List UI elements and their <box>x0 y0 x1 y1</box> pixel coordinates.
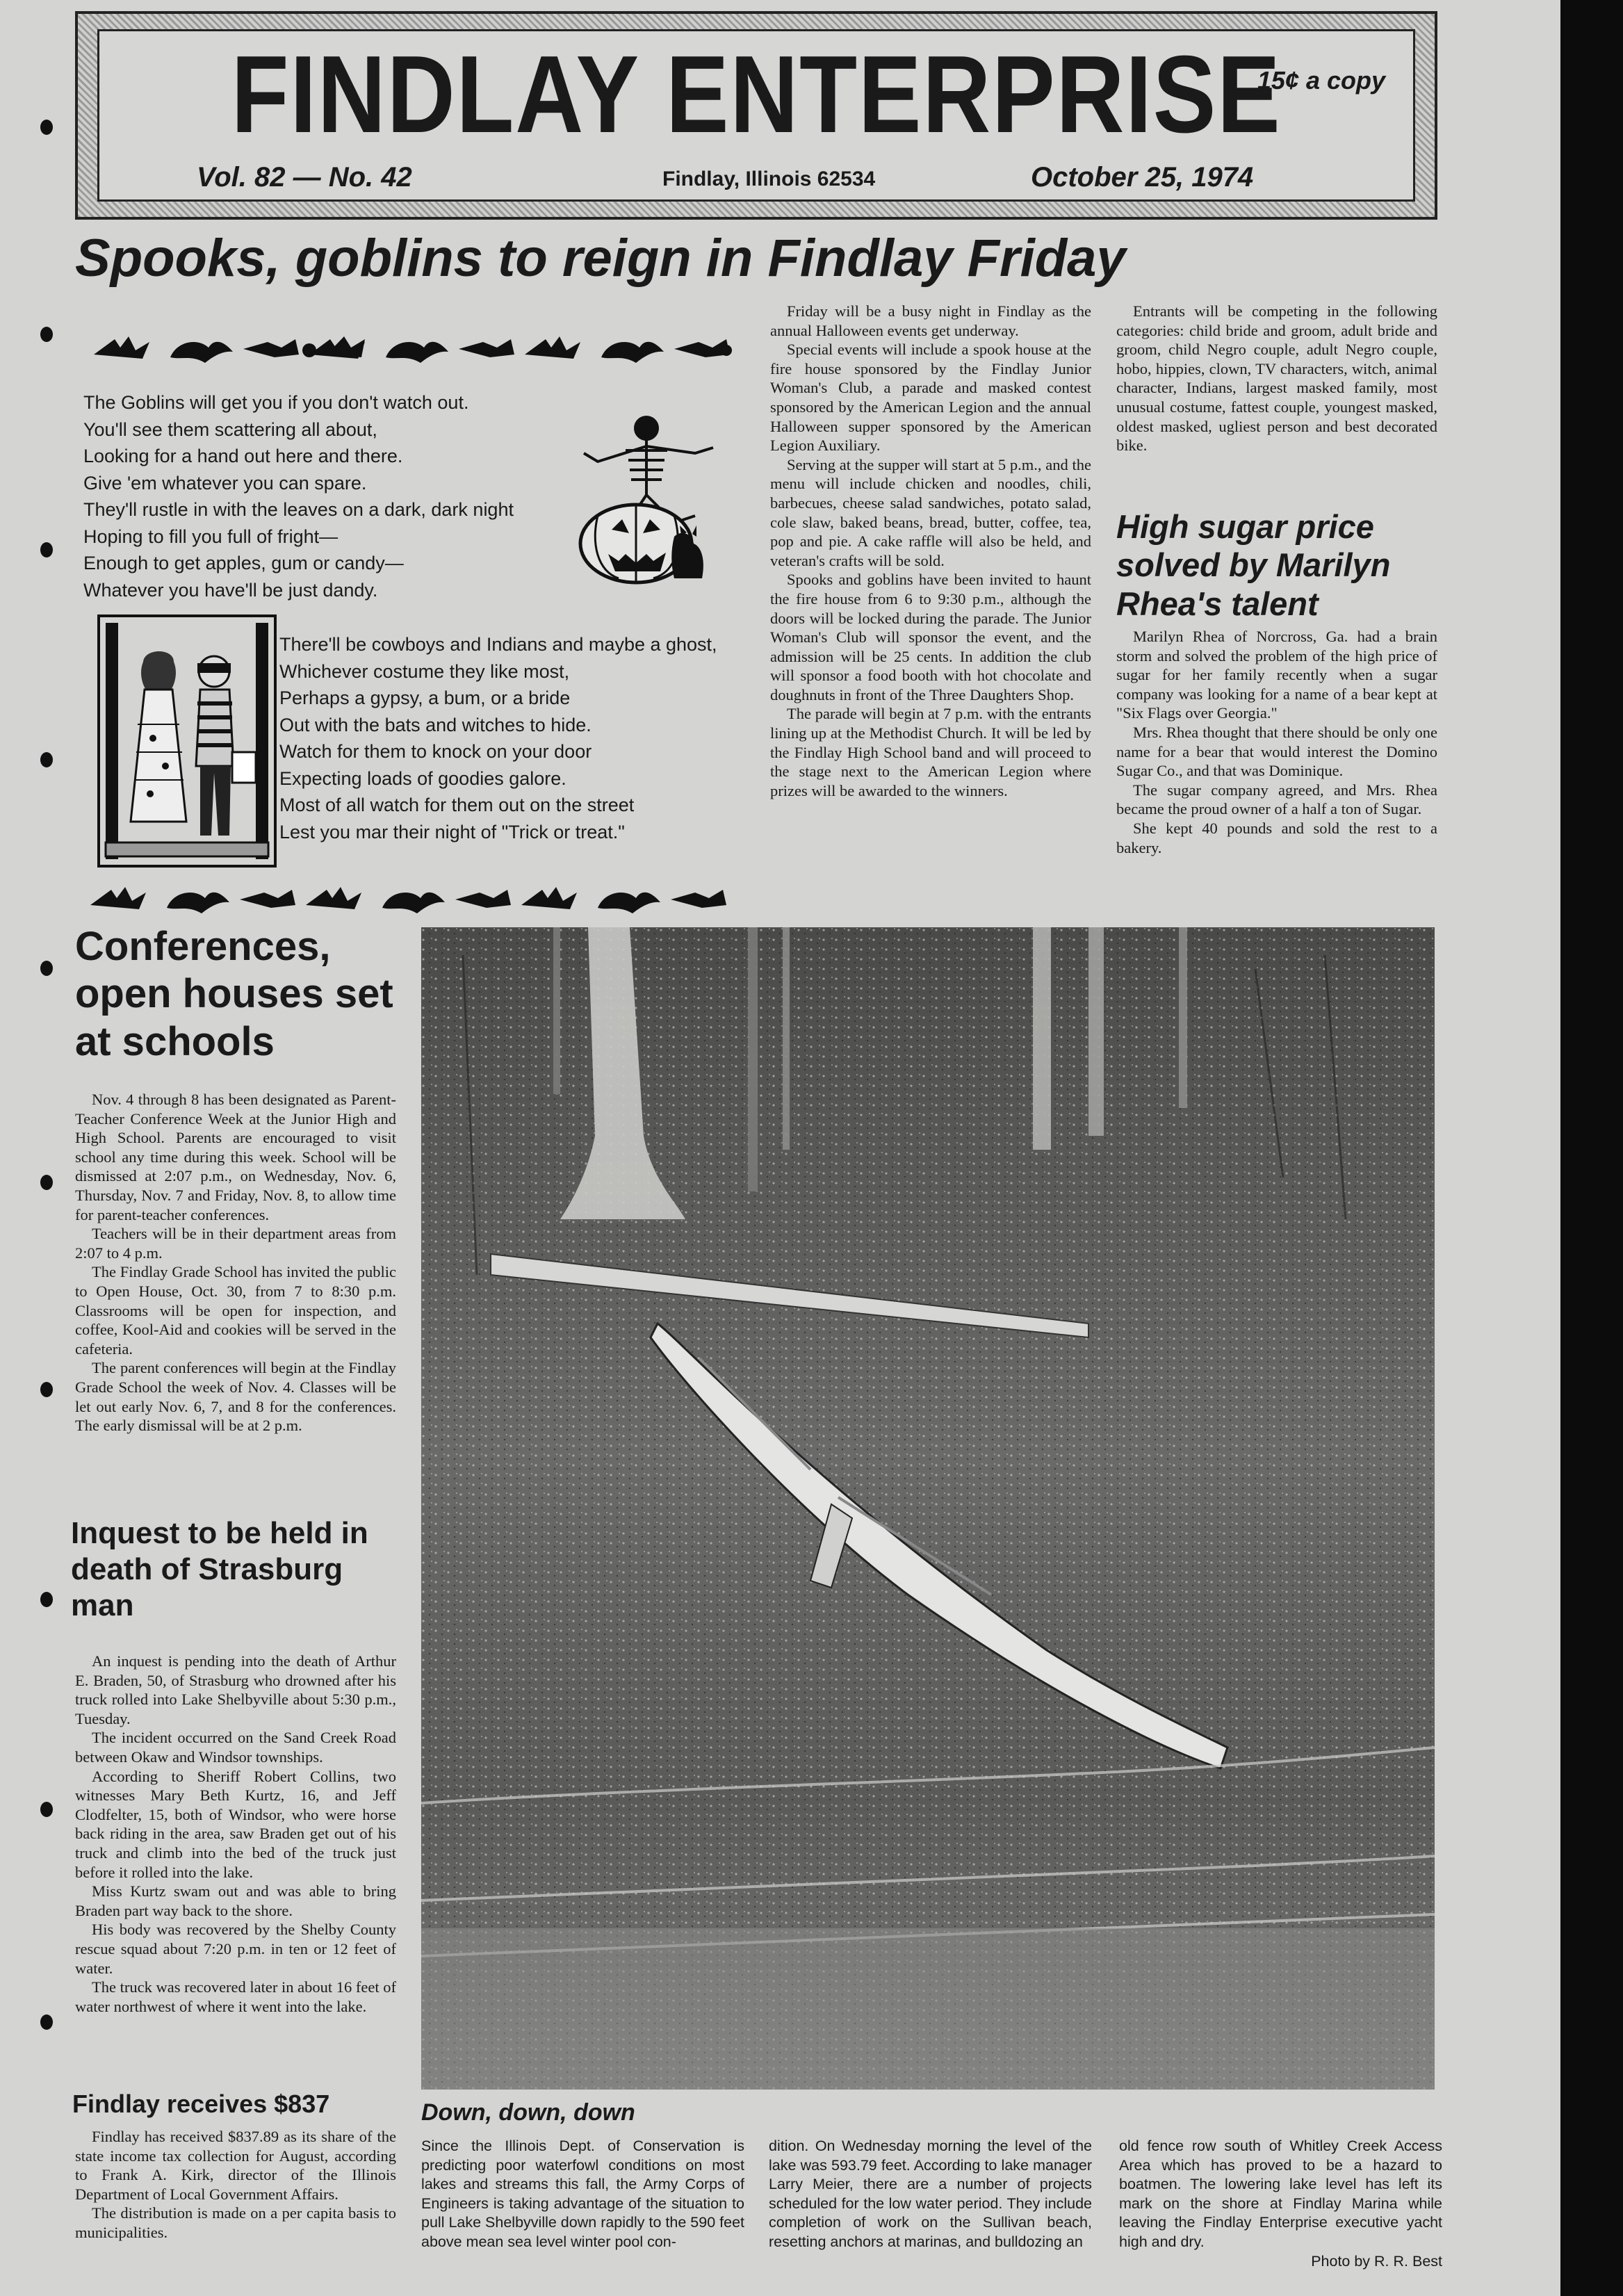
poem-line: Looking for a hand out here and there. <box>83 446 403 466</box>
tax-headline: Findlay receives $837 <box>72 2090 330 2118</box>
photo-caption-headline: Down, down, down <box>421 2099 635 2126</box>
masthead-panel <box>97 29 1415 202</box>
bat-border-top <box>87 327 740 368</box>
article-paragraph: Special events will include a spook house at the fire house sponsored by the Findlay Junior Woman's Club, a parade and masked contest sponsored by the American Legion and the annual Halloween supper sponsored by the American Legion Auxiliary. <box>770 341 1091 455</box>
tax-article-body <box>75 2127 396 2242</box>
article-paragraph: Entrants will be competing in the following categories: child bride and groom, adult bride and groom, child Negro couple, adult Negro couple, hobo, hippies, clown, TV characters, witch, animal character, Indians, largest masked family, most unusual costume, fattest couple, youngest masked, oldest masked, ugliest person and best decorated bike. <box>1116 302 1437 455</box>
newspaper-name: FINDLAY ENTERPRISE <box>231 33 1282 156</box>
binder-hole <box>40 542 53 557</box>
binder-hole <box>40 1802 53 1817</box>
article-paragraph: The parade will begin at 7 p.m. with the entrants lining up at the Methodist Church. It will be led by the Findlay High School band and will proceed to the stage next to the American Legion where prizes will be awarded to the winners. <box>770 705 1091 799</box>
binder-hole <box>40 1175 53 1190</box>
poem-line: You'll see them scattering all about, <box>83 418 377 440</box>
poem-line: Watch for them to knock on your door <box>279 741 592 762</box>
inquest-headline: Inquest to be held in death of Strasburg man <box>71 1516 368 1622</box>
article-paragraph: She kept 40 pounds and sold the rest to a bakery. <box>1116 819 1437 856</box>
article-paragraph: Spooks and goblins have been invited to haunt the fire house from 6 to 9:30 p.m., although the doors will be locked during the parade. The Junior Woman's Club will sponsor the event, and the admission will be 25 cents. In addition the club will sponsor a food booth with hot chocolate and doughnuts in front of the Three Daughters Shop. <box>770 571 1091 703</box>
binder-hole <box>40 2014 53 2030</box>
binder-hole <box>40 327 53 342</box>
photo-caption-col-2: dition. On Wednesday morning the level of the lake was 593.79 feet. According to lake manager Larry Meier, there are a number of projects scheduled for the low water period. They include completion of work on the Sullivan beach, resetting anchors at marinas, and bulldozing an <box>769 2138 1092 2250</box>
article-paragraph: An inquest is pending into the death of Arthur E. Braden, 50, of Strasburg who drowned after his truck rolled into Lake Shelbyville about 5:30 p.m., Tuesday. <box>75 1652 396 1727</box>
article-paragraph: Findlay has received $837.89 as its share of the state income tax collection for August, according to Frank A. Kirk, director of the Illinois Department of Local Government Affairs. <box>75 2128 396 2203</box>
binder-hole <box>40 1382 53 1397</box>
article-paragraph: Serving at the supper will start at 5 p.m., and the menu will include chicken and noodles, chili, barbecues, cheese salad sandwiches, potato salad, cole slaw, baked beans, bread, butter, coffee, tea, pop and pie. A cake raffle will also be held, and veteran's crafts will be sold. <box>770 455 1091 569</box>
price-label: 15¢ a copy <box>1257 66 1385 95</box>
article-paragraph: Teachers will be in their department areas from 2:07 to 4 p.m. <box>75 1225 396 1262</box>
poem-stanza-2 <box>279 631 717 845</box>
poem-line: Expecting loads of goodies galore. <box>279 767 566 789</box>
main-headline: Spooks, goblins to reign in Findlay Friday <box>75 229 1126 288</box>
article-paragraph: The sugar company agreed, and Mrs. Rhea became the proud owner of a half a ton of Sugar. <box>1116 781 1437 818</box>
article-paragraph: His body was recovered by the Shelby County rescue squad about 7:20 p.m. in ten or 12 feet of water. <box>75 1921 396 1977</box>
poem-line: There'll be cowboys and Indians and maybe a ghost, <box>279 634 717 655</box>
poem-line: Give 'em whatever you can spare. <box>83 472 367 494</box>
poem-line: They'll rustle in with the leaves on a dark, dark night <box>83 499 514 520</box>
halloween-article-col-2 <box>1116 302 1437 455</box>
poem-line: Lest you mar their night of "Trick or treat." <box>279 821 625 842</box>
article-paragraph: The distribution is made on a per capita basis to municipalities. <box>75 2204 396 2241</box>
binder-hole <box>40 961 53 976</box>
binder-hole <box>40 1592 53 1607</box>
poem-line: Whichever costume they like most, <box>279 660 570 682</box>
article-paragraph: The Findlay Grade School has invited the public to Open House, Oct. 30, from 7 to 8:30 p.m. Classrooms will be open for inspection, and coffee, Kool-Aid and cookies will be served in the cafeteria. <box>75 1263 396 1358</box>
inquest-article-body <box>75 1652 396 2016</box>
article-paragraph: Mrs. Rhea thought that there should be only one name for a bear that would interest the Domino Sugar Co., and that was Dominique. <box>1116 723 1437 780</box>
poem-line: Perhaps a gypsy, a bum, or a bride <box>279 687 571 708</box>
poem-line: Out with the bats and witches to hide. <box>279 714 592 735</box>
article-paragraph: The incident occurred on the Sand Creek Road between Okaw and Windsor townships. <box>75 1729 396 1766</box>
article-paragraph: Marilyn Rhea of Norcross, Ga. had a brain storm and solved the problem of the high price of sugar for her family recently when a sugar company was looking for a name of a bear kept at "Six Flags over Georgia." <box>1116 628 1437 722</box>
article-paragraph: Nov. 4 through 8 has been designated as Parent-Teacher Conference Week at the Junior High and High School. Parents are encouraged to visit school any time during this week. School will be dismissed at 2:07 p.m., on Wednesday, Nov. 6, Thursday, Nov. 7 and Friday, Nov. 8, to allow time for parent-teacher conferences. <box>75 1091 396 1223</box>
lake-shore-photo <box>421 927 1435 2090</box>
poem-line: Enough to get apples, gum or candy— <box>83 553 404 573</box>
sugar-headline: High sugar price solved by Marilyn Rhea's talent <box>1116 508 1391 622</box>
dateline-location: Findlay, Illinois 62534 <box>662 168 876 190</box>
binder-hole <box>40 752 53 767</box>
photo-caption-text: old fence row south of Whitley Creek Access Area which has proved to be a hazard to boatmen. The lowering lake level has left its mark on the shore at Findlay Marina while leaving the Findlay Enterprise executive yacht high and dry. <box>1119 2138 1442 2250</box>
trick-or-treat-children-illustration <box>96 613 278 869</box>
article-paragraph: According to Sheriff Robert Collins, two witnesses Mary Beth Kurtz, 16, and Jeff Clodfelter, 15, both of Windsor, who were horse back riding in the area, saw Braden get out of his truck and climb into the bed of the truck just before it rolled into the lake. <box>75 1767 396 1881</box>
photo-caption-col-1: Since the Illinois Dept. of Conservation is predicting poor waterfowl conditions on most lakes and streams this fall, the Army Corps of Engineers is taking advantage of the situation to pull Lake Shelbyville down rapidly to the 590 feet above mean sea level winter pool con- <box>421 2138 744 2250</box>
halloween-article-col-1 <box>770 302 1091 800</box>
sugar-article-body <box>1116 627 1437 857</box>
conferences-article-body <box>75 1090 396 1435</box>
article-paragraph: Miss Kurtz swam out and was able to bring Braden part way back to the shore. <box>75 1882 396 1919</box>
binder-hole <box>40 120 53 135</box>
skeleton-pumpkin-illustration <box>570 412 723 585</box>
article-paragraph: Friday will be a busy night in Findlay as the annual Halloween events get underway. <box>770 302 1091 339</box>
article-paragraph: The truck was recovered later in about 16 feet of water northwest of where it went into the lake. <box>75 1978 396 2015</box>
poem-line: Whatever you have'll be just dandy. <box>83 579 378 601</box>
bat-border-bottom <box>83 877 740 919</box>
volume-number: Vol. 82 — No. 42 <box>197 162 412 193</box>
article-paragraph: The parent conferences will begin at the Findlay Grade School the week of Nov. 4. Classes will be let out early Nov. 6, 7, and 8 for the conferences. The early dismissal will be at 2 p.m. <box>75 1359 396 1435</box>
poem-line: Most of all watch for them out on the street <box>279 795 635 815</box>
poem-stanza-1 <box>83 389 514 603</box>
poem-line: Hoping to fill you full of fright— <box>83 526 339 547</box>
conferences-headline: Conferences, open houses set at schools <box>75 924 393 1064</box>
issue-date: October 25, 1974 <box>1031 162 1254 193</box>
photo-credit: Photo by R. R. Best <box>1311 2252 1442 2270</box>
page-edge-shadow <box>1560 0 1623 2296</box>
poem-line: The Goblins will get you if you don't watch out. <box>83 392 469 413</box>
masthead <box>75 11 1437 220</box>
photo-caption-col-3 <box>1119 2137 1442 2271</box>
